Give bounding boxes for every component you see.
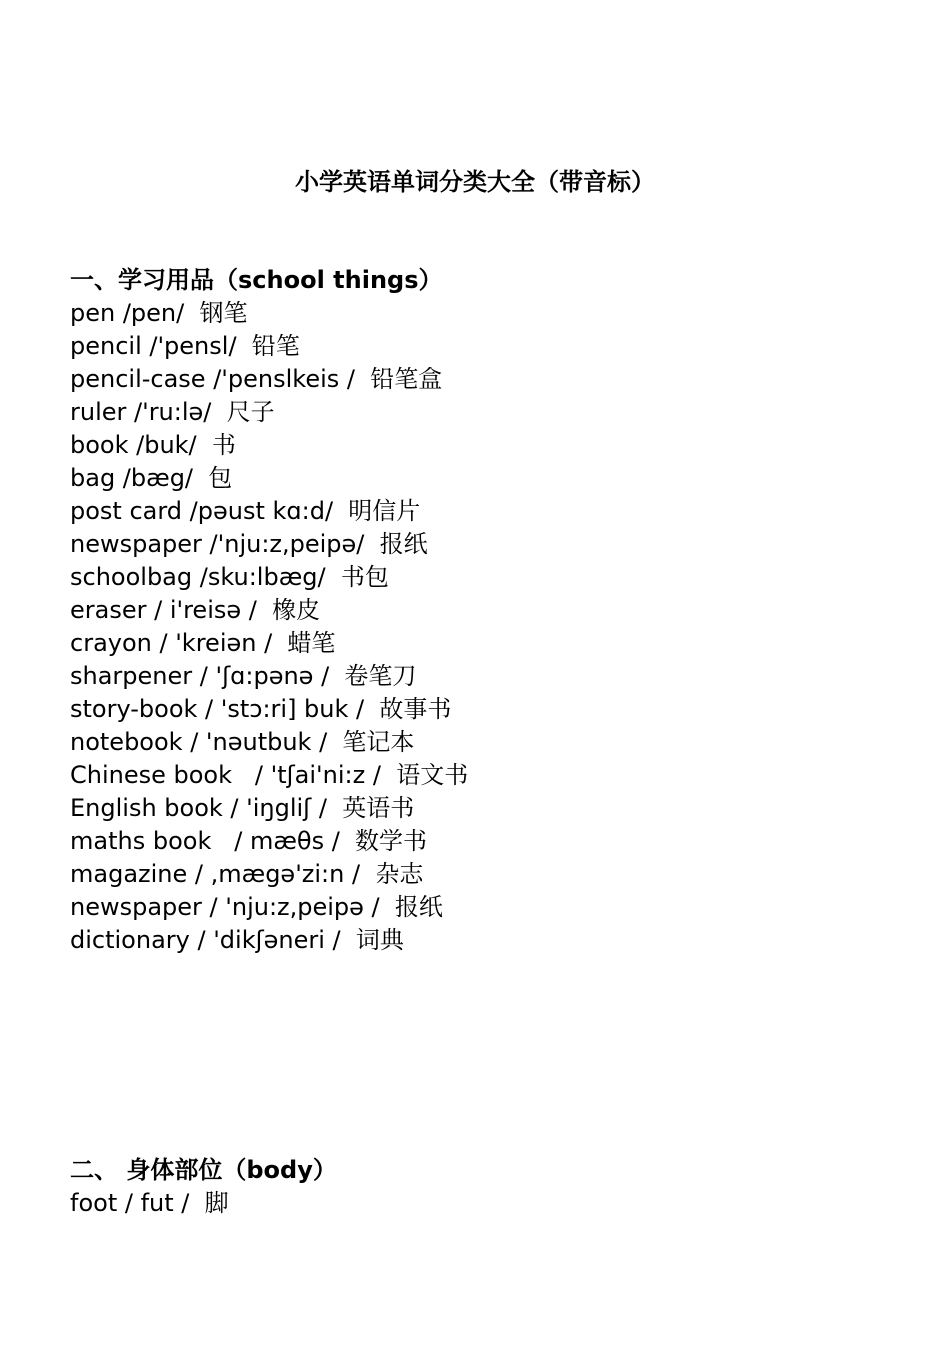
page-title: 小学英语单词分类大全（带音标） <box>295 168 655 196</box>
section-school-things <box>70 264 910 957</box>
word-entry-chinese-book: Chinese book / 'tʃai'ni:z / 语文书 <box>70 761 469 789</box>
section-heading: 一、学习用品（school things） <box>70 266 443 294</box>
word-entry-notebook: notebook / 'nəutbuk / 笔记本 <box>70 728 415 756</box>
word-entry-pencil-case: pencil-case /'penslkeis / 铅笔盒 <box>70 365 443 393</box>
word-entry-pencil: pencil /'pensl/ 铅笔 <box>70 332 300 360</box>
section-body <box>70 1154 910 1220</box>
word-entry-dictionary: dictionary / 'dikʃəneri / 词典 <box>70 926 404 954</box>
word-entry-newspaper-2: newspaper / 'nju:z,peipə / 报纸 <box>70 893 443 921</box>
word-entry-magazine: magazine / ,mægə'zi:n / 杂志 <box>70 860 424 888</box>
word-entry-newspaper: newspaper /'nju:z,peipə/ 报纸 <box>70 530 428 558</box>
word-entry-story-book: story-book / 'stɔ:ri] buk / 故事书 <box>70 695 452 723</box>
word-entry-crayon: crayon / 'kreiən / 蜡笔 <box>70 629 336 657</box>
word-entry-post-card: post card /pəust kɑ:d/ 明信片 <box>70 497 421 525</box>
word-entry-english-book: English book / 'iŋgliʃ / 英语书 <box>70 794 415 822</box>
word-entry-maths-book: maths book / mæθs / 数学书 <box>70 827 428 855</box>
word-entry-foot: foot / fut / 脚 <box>70 1189 229 1217</box>
word-list <box>70 1187 910 1220</box>
word-entry-pen: pen /pen/ 钢笔 <box>70 299 248 327</box>
word-entry-sharpener: sharpener / 'ʃɑ:pənə / 卷笔刀 <box>70 662 417 690</box>
word-entry-bag: bag /bæg/ 包 <box>70 464 233 492</box>
section-heading: 二、 身体部位（body） <box>70 1156 337 1184</box>
word-entry-schoolbag: schoolbag /sku:lbæg/ 书包 <box>70 563 389 591</box>
word-entry-book: book /buk/ 书 <box>70 431 236 459</box>
word-entry-ruler: ruler /'ru:lə/ 尺子 <box>70 398 275 426</box>
word-list <box>70 297 910 957</box>
word-entry-eraser: eraser / i'reisə / 橡皮 <box>70 596 321 624</box>
